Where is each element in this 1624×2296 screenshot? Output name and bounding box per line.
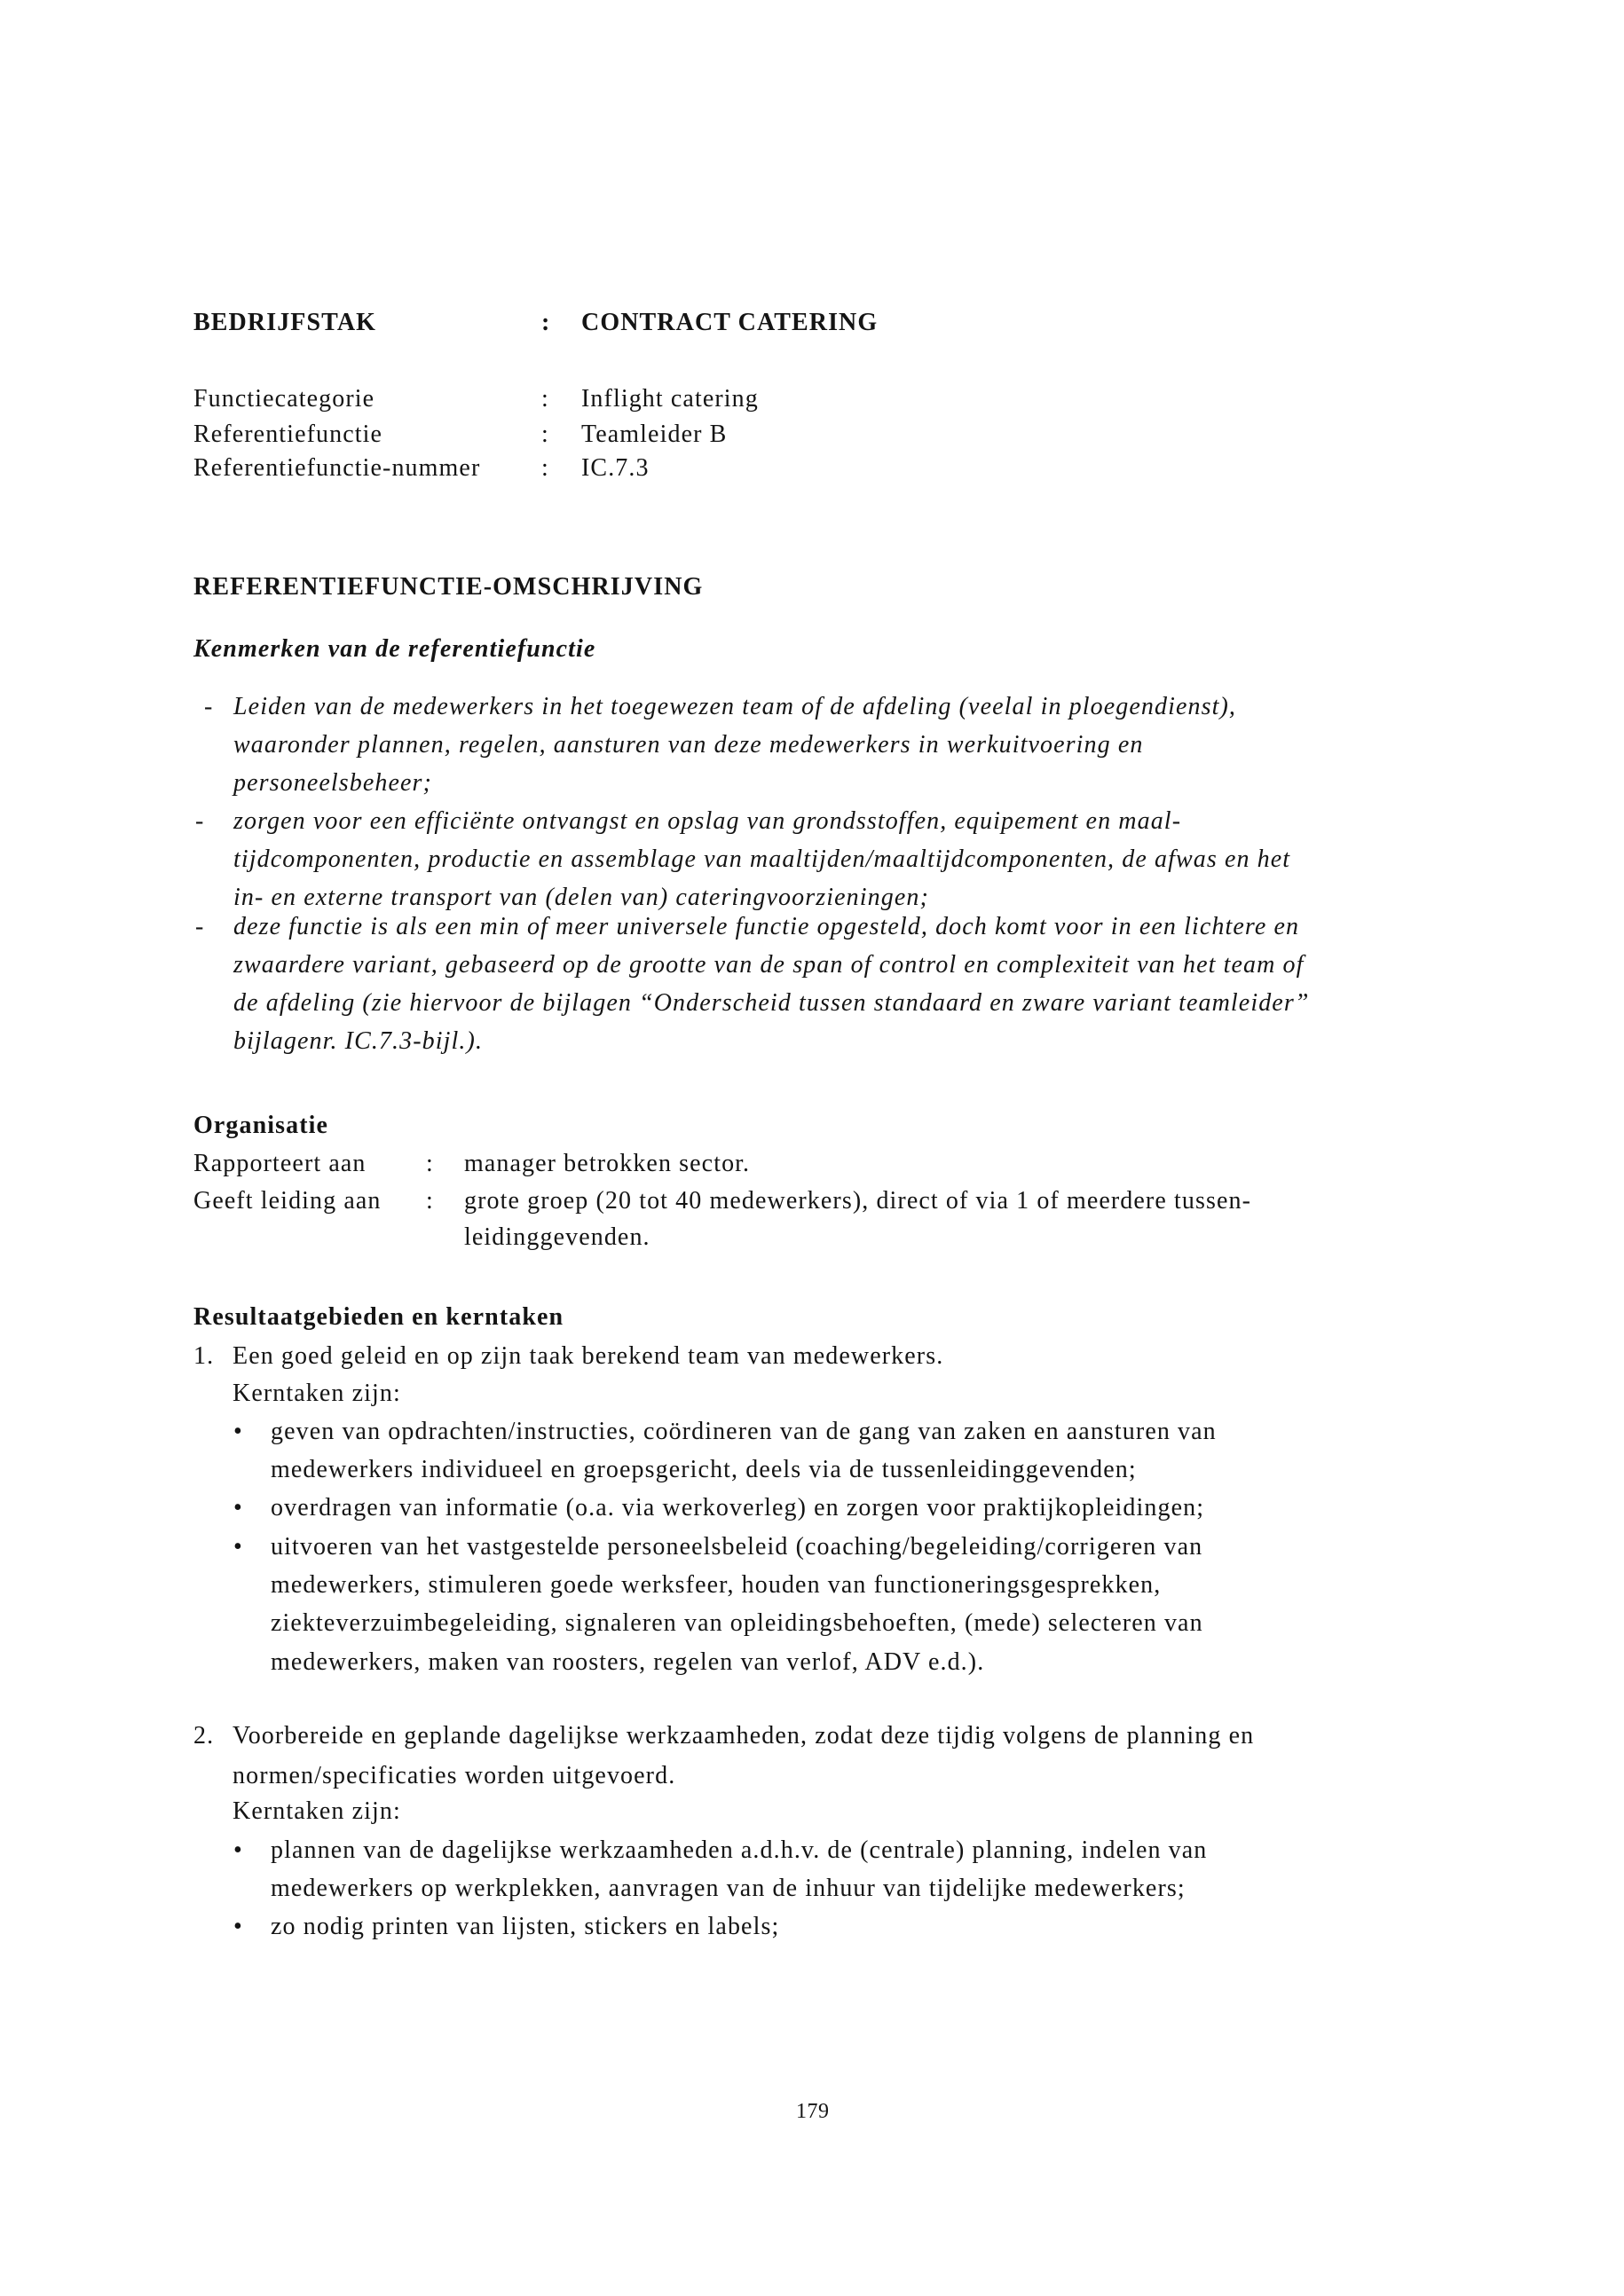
field-value-referentiefunctie: Teamleider B [581,421,728,448]
field-label-referentiefunctie: Referentiefunctie [193,421,383,448]
organisatie-separator: : [426,1187,434,1215]
field-label-referentiefunctie-nummer: Referentiefunctie-nummer [193,454,481,482]
bullet-text: plannen van de dagelijkse werkzaamheden a.d.h.v. de (centrale) planning, indelen van [271,1836,1208,1864]
field-separator: : [541,385,549,413]
dash-marker: - [195,913,205,940]
kenmerken-line: personeelsbeheer; [233,769,432,797]
dash-marker: - [204,693,214,720]
organisatie-value: leidinggevenden. [464,1223,650,1251]
kenmerken-line: zorgen voor een efficiënte ontvangst en opslag van grondsstoffen, equipement en maal- [233,807,1182,835]
kenmerken-line: bijlagenr. IC.7.3-bijl.). [233,1027,484,1055]
item-text: Een goed geleid en op zijn taak berekend team van medewerkers. [233,1342,944,1370]
field-value-functiecategorie: Inflight catering [581,385,759,413]
dash-marker: - [195,807,205,835]
bullet-text: zo nodig printen van lijsten, stickers en labels; [271,1913,780,1940]
field-separator: : [541,421,549,448]
sector-label: BEDRIJFSTAK [193,309,377,336]
organisatie-label: Rapporteert aan [193,1150,367,1177]
item-number: 2. [193,1722,215,1750]
kenmerken-line: waaronder plannen, regelen, aansturen van deze medewerkers in werkuitvoering en [233,731,1144,759]
kerntaken-label: Kerntaken zijn: [233,1380,401,1407]
bullet-icon: • [233,1913,243,1940]
kenmerken-heading: Kenmerken van de referentiefunctie [193,635,596,663]
field-label-functiecategorie: Functiecategorie [193,385,375,413]
bullet-icon: • [233,1533,243,1561]
bullet-icon: • [233,1494,243,1521]
bullet-text: medewerkers individueel en groepsgericht, deels via de tussenleidinggevenden; [271,1456,1137,1483]
kenmerken-line: de afdeling (zie hiervoor de bijlagen “Onderscheid tussen standaard en zware variant teamleider” [233,989,1310,1017]
bullet-text: geven van opdrachten/instructies, coördineren van de gang van zaken en aansturen van [271,1418,1217,1445]
bullet-text: overdragen van informatie (o.a. via werkoverleg) en zorgen voor praktijkopleidingen; [271,1494,1205,1521]
bullet-text: uitvoeren van het vastgestelde personeelsbeleid (coaching/begeleiding/corrigeren van [271,1533,1203,1561]
bullet-text: ziekteverzuimbegeleiding, signaleren van opleidingsbehoeften, (mede) selecteren van [271,1609,1203,1637]
organisatie-label: Geeft leiding aan [193,1187,382,1215]
page-number: 179 [796,2100,830,2123]
bullet-text: medewerkers op werkplekken, aanvragen van de inhuur van tijdelijke medewerkers; [271,1875,1186,1902]
kerntaken-label: Kerntaken zijn: [233,1797,401,1825]
organisatie-value: manager betrokken sector. [464,1150,751,1177]
field-value-referentiefunctie-nummer: IC.7.3 [581,454,650,482]
bullet-text: medewerkers, maken van roosters, regelen van verlof, ADV e.d.). [271,1648,985,1676]
sector-separator: : [541,309,551,336]
kenmerken-line: tijdcomponenten, productie en assemblage van maaltijden/maaltijdcomponenten, de afwas en het [233,845,1291,873]
item-text: normen/specificaties worden uitgevoerd. [233,1762,676,1789]
item-text: Voorbereide en geplande dagelijkse werkzaamheden, zodat deze tijdig volgens de planning en [233,1722,1255,1750]
kenmerken-line: in- en externe transport van (delen van) cateringvoorzieningen; [233,884,929,911]
organisatie-separator: : [426,1150,434,1177]
kenmerken-line: deze functie is als een min of meer universele functie opgesteld, doch komt voor in een lichtere en [233,913,1300,940]
organisatie-heading: Organisatie [193,1112,329,1139]
kenmerken-line: Leiden van de medewerkers in het toegewezen team of de afdeling (veelal in ploegendienst), [233,693,1237,720]
sector-value: CONTRACT CATERING [581,309,879,336]
field-separator: : [541,454,549,482]
kenmerken-line: zwaardere variant, gebaseerd op de grootte van de span of control en complexiteit van het team of [233,951,1305,979]
resultaat-heading: Resultaatgebieden en kerntaken [193,1303,564,1331]
organisatie-value: grote groep (20 tot 40 medewerkers), direct of via 1 of meerdere tussen- [464,1187,1252,1215]
bullet-text: medewerkers, stimuleren goede werksfeer, houden van functioneringsgesprekken, [271,1571,1162,1599]
section-title: REFERENTIEFUNCTIE-OMSCHRIJVING [193,573,704,601]
bullet-icon: • [233,1418,243,1445]
bullet-icon: • [233,1836,243,1864]
item-number: 1. [193,1342,215,1370]
